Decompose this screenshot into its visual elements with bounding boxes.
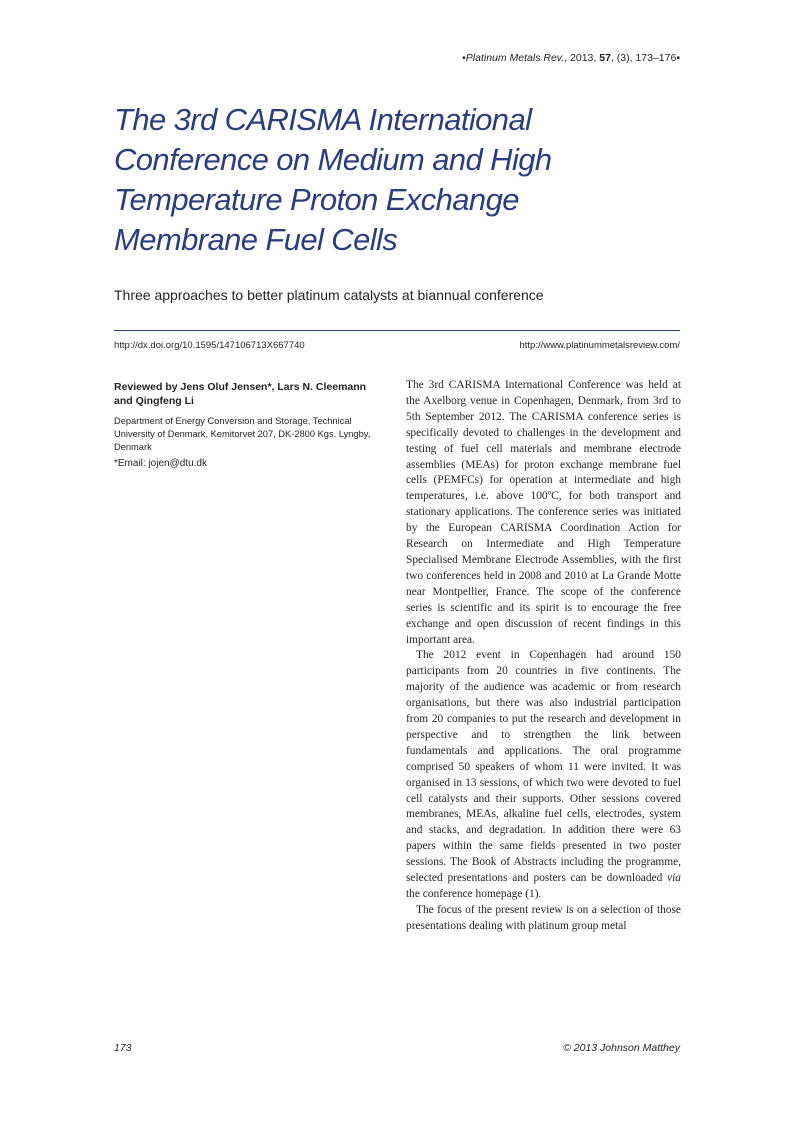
title-line: Membrane Fuel Cells [114, 222, 398, 257]
affiliation: Department of Energy Conversion and Storage, Technical University of Denmark, Kemitorvet 207, DK-2800 Kgs. Lyngby, Denmark [114, 416, 371, 452]
body-paragraph: The 3rd CARISMA International Conference was held at the Axelborg venue in Copenhagen, Denmark, from 3rd to 5th September 2012. The CARISMA conference series is specifically devoted to challenges in the development and testing of fuel cell materials and membrane electrode assemblies (MEAs) for proton exchange membrane fuel cells (PEMFCs) for operation at intermediate and high temperatures, i.e. above 100ºC, for both transport and stationary applications. The conference series was initiated by the European CARISMA Coordination Action for Research on Intermediate and High Temperature Specialised Membrane Electrode Assemblies, with the first two conferences held in 2008 and 2010 at La Grande Motte near Montpellier, France. The scope of the conference series is scientific and its spirit is to encourage the free exchange and open discussion of recent findings in this important area. [406, 379, 681, 646]
paragraph-text: The 2012 event in Copenhagen had around 150 participants from 20 countries in five continents. The majority of the audience was academic or from research organisations, but there was also industrial participation from 20 companies to put the research and development in perspective and to strengthen the link between fundamentals and applications. The oral programme comprised 50 speakers of whom 11 were invited. It was organised in 13 sessions, of which two were devoted to fuel cell catalysts and their supports. Other sessions covered membranes, MEAs, alkaline fuel cells, electrodes, system and stacks, and degradation. In addition there were 63 papers within the same fields presented in two poster sessions. The Book of Abstracts including the programme, selected presentations and posters can be downloaded [406, 649, 681, 885]
article-subtitle: Three approaches to better platinum catalysts at biannual conference [114, 287, 544, 303]
italic-text: via [667, 872, 681, 885]
title-line: The 3rd CARISMA International [114, 102, 532, 137]
journal-name: Platinum Metals Rev. [465, 52, 565, 64]
title-line: Conference on Medium and High [114, 142, 552, 177]
journal-issue-pages: , (3), 173–176 [610, 52, 677, 64]
reviewers: Reviewed by Jens Oluf Jensen*, Lars N. Cleemann and Qingfeng Li [114, 381, 367, 407]
journal-url-link[interactable]: http://www.platinummetalsreview.com/ [519, 340, 680, 351]
article-title [114, 100, 674, 260]
title-line: Temperature Proton Exchange [114, 182, 519, 217]
contact-email[interactable]: *Email: jojen@dtu.dk [114, 458, 207, 469]
body-paragraph: The focus of the present review is on a selection of those presentations dealing with platinum group metal [406, 903, 681, 932]
journal-open-bullet: • [462, 52, 466, 64]
page-number: 173 [114, 1042, 132, 1054]
article-body [406, 378, 681, 935]
journal-year: , 2013, [564, 52, 600, 64]
header-divider [114, 330, 680, 331]
journal-close-bullet: • [676, 52, 680, 64]
copyright: © 2013 Johnson Matthey [563, 1042, 680, 1054]
body-paragraph [406, 648, 681, 903]
journal-citation [462, 52, 680, 64]
doi-link[interactable]: http://dx.doi.org/10.1595/147106713X667740 [114, 340, 305, 351]
paragraph-text: the conference homepage (1). [406, 888, 542, 900]
journal-volume: 57 [599, 52, 611, 64]
